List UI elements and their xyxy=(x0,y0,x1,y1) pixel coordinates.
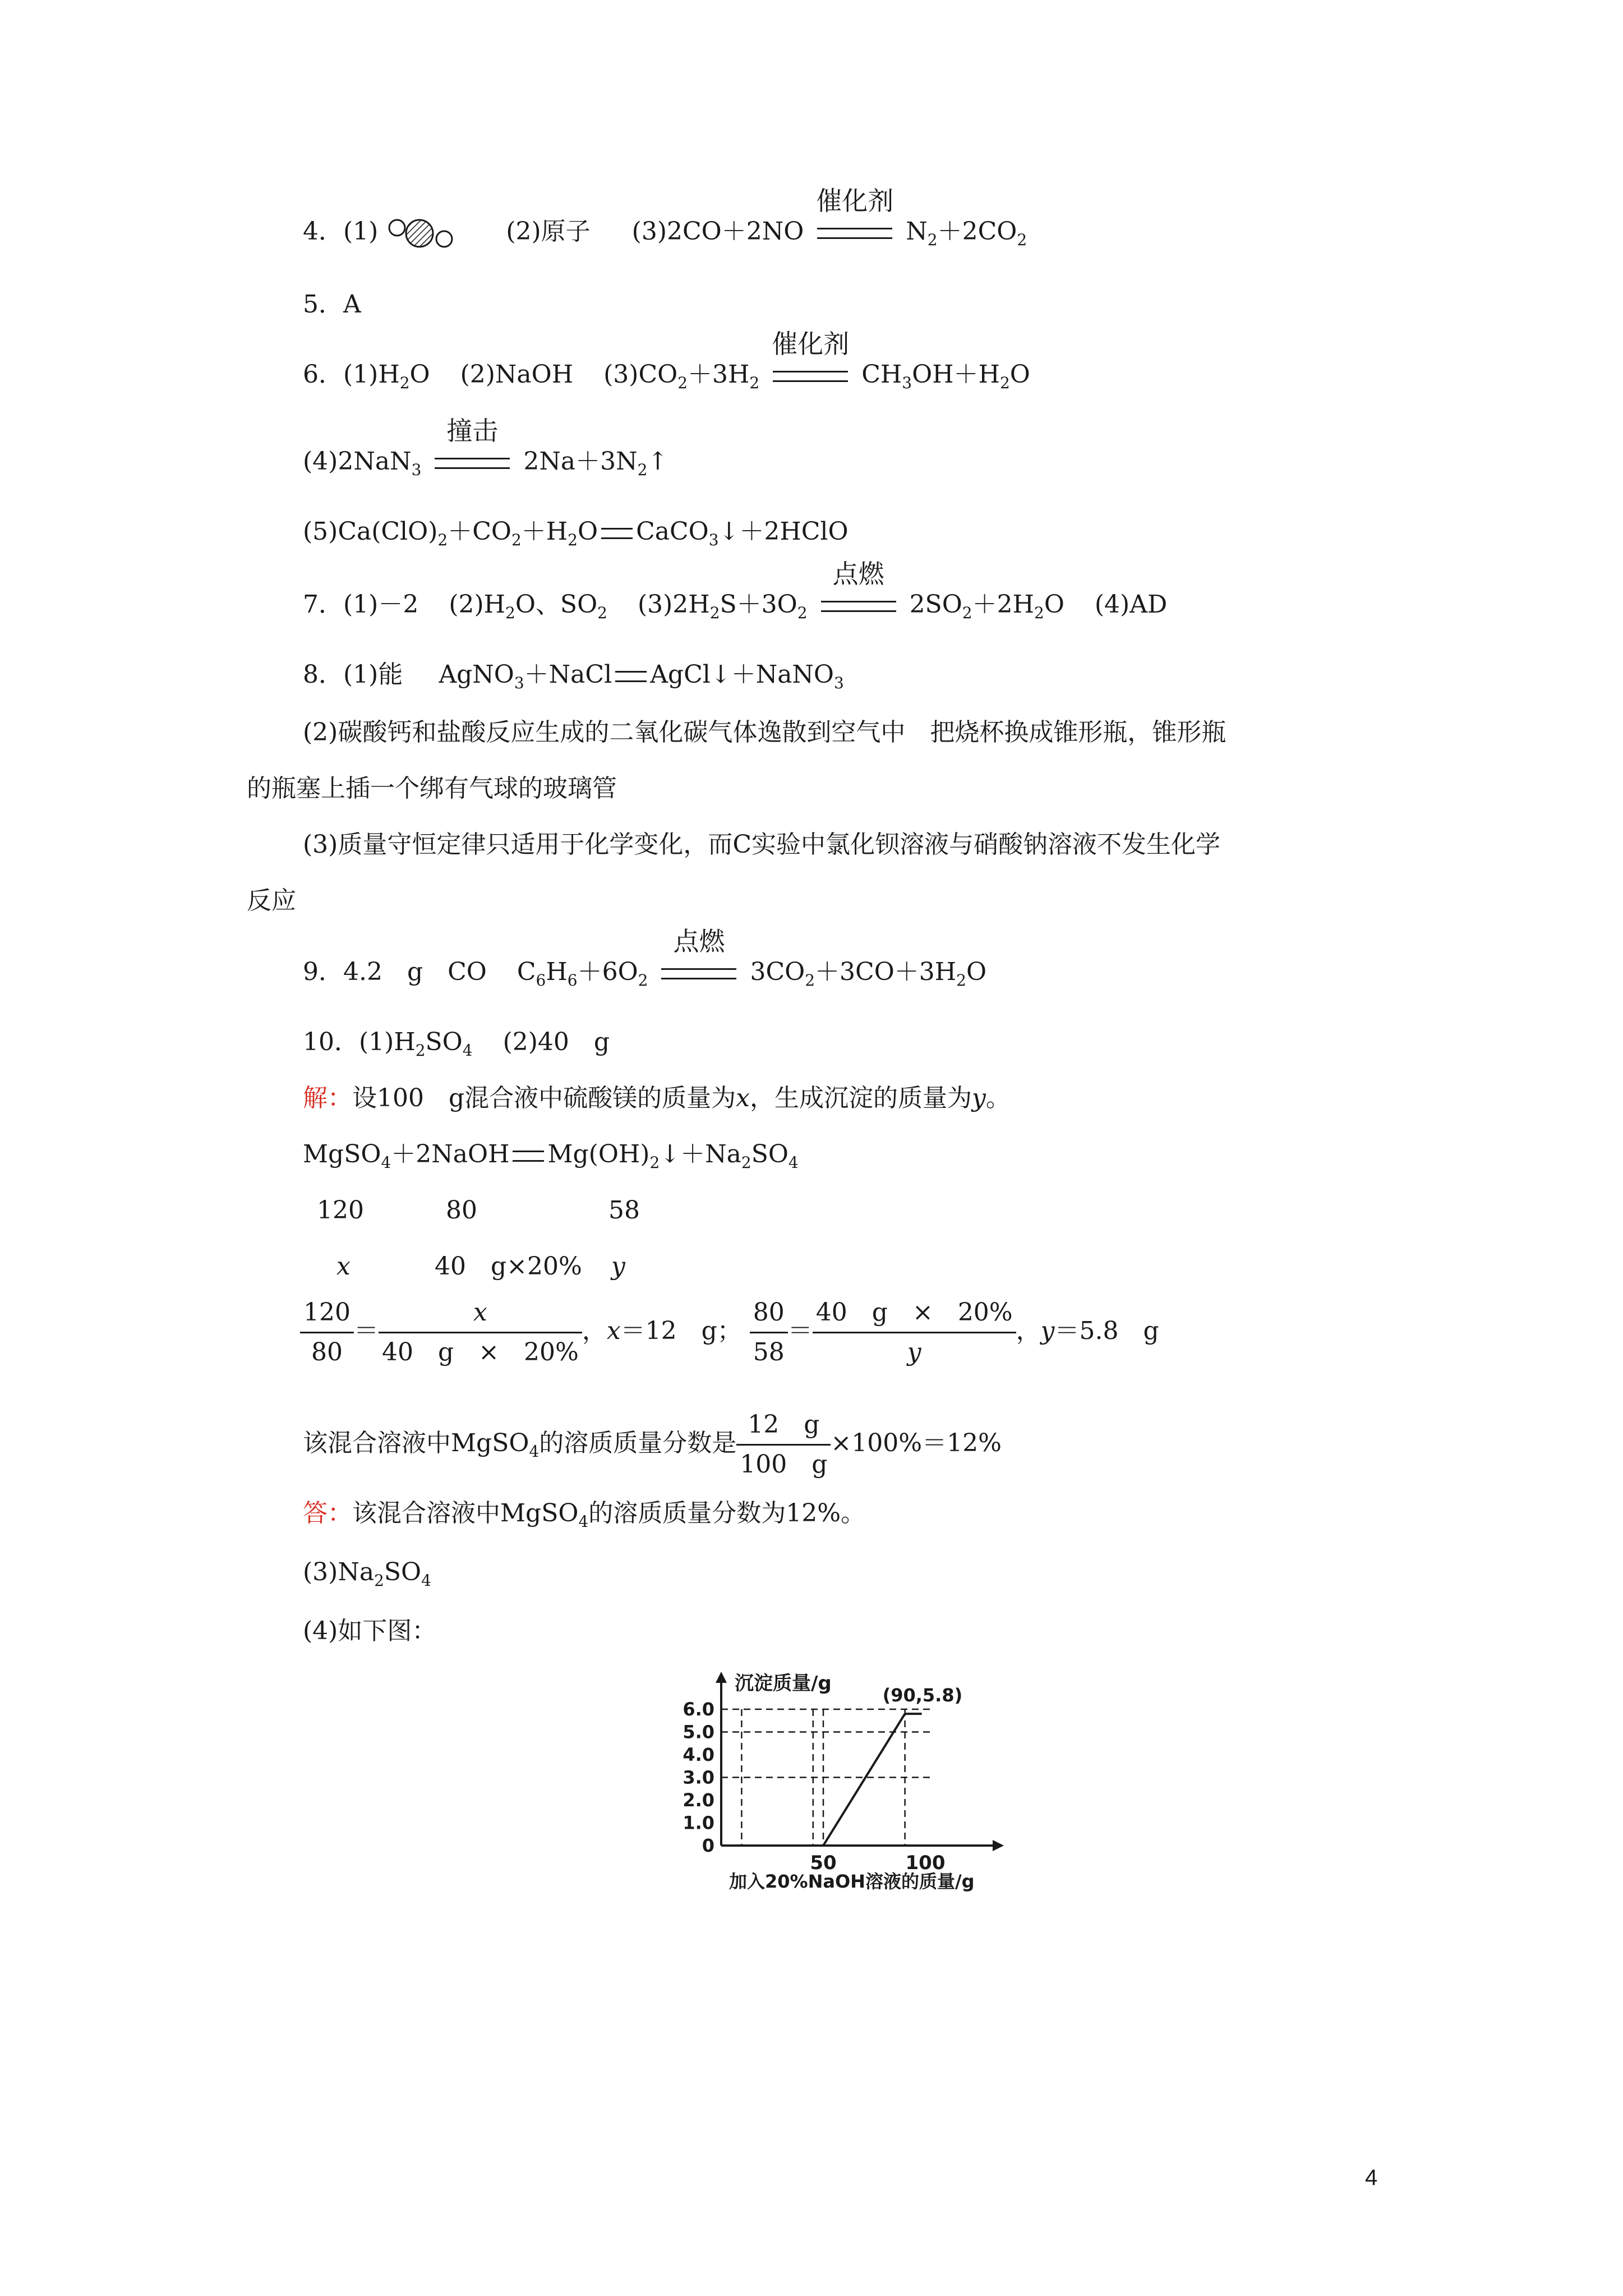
x-axis-label: 加入20%NaOH溶液的质量/g xyxy=(729,1871,975,1892)
precipitate-mass-chart xyxy=(645,1660,1015,1907)
q8-p2-line1: (2)碳酸钙和盐酸反应生成的二氧化碳气体逸散到空气中 把烧杯换成锥形瓶，锥形瓶 xyxy=(303,718,1227,747)
condition-impact: 撞击 xyxy=(430,448,514,479)
q10-var-naoh: 40 g×20% xyxy=(435,1252,582,1281)
q10-molar-mass-1: 120 xyxy=(317,1196,364,1225)
x-tick-label: 50 xyxy=(810,1852,837,1874)
q10-var-x: x xyxy=(336,1252,351,1281)
fraction-x: $\frac{x}{40 g \times 20\%}$ xyxy=(379,1296,582,1369)
q10-line-1: 10．$(1)H_2SO_4$ (2)40 g xyxy=(303,1028,610,1060)
q10-line-3: $(3)Na_2SO_4$ xyxy=(303,1558,431,1590)
y-tick-label: 6.0 xyxy=(683,1699,714,1720)
q8-line-1: 8．(1)能 AgNO$_3$＋NaCl AgCl↓＋NaNO$_3$ xyxy=(303,660,844,692)
point-annotation: (90,5.8) xyxy=(882,1685,963,1706)
page-number: 4 xyxy=(1365,2165,1378,2190)
y-axis-label: 沉淀质量/g xyxy=(735,1672,832,1695)
q9-line: 9．4.2 g CO $C_6H_6+6O_2$ 点燃 $3CO_2+3CO+3H_2O$ xyxy=(303,926,987,990)
equals-sign xyxy=(615,671,647,682)
condition-catalyst: 催化剂 xyxy=(813,218,897,249)
fraction-120-80: $\frac{120}{80}$ xyxy=(300,1296,354,1369)
q5-line: 5．A xyxy=(303,290,361,319)
q6-line-2: (4)2NaN$_3$ 撞击 $2Na+3N_2↑$ xyxy=(303,415,668,479)
chart-grid xyxy=(721,1709,931,1846)
q6-line-1: 6．$(1)H_2O$ (2)NaOH $(3)CO_2+3H_2$ 催化剂 $CH_3OH+H_2O$ xyxy=(303,328,1030,392)
x-tick-label: 100 xyxy=(905,1852,946,1874)
equals-sign xyxy=(601,528,633,539)
condition-catalyst: 催化剂 xyxy=(768,361,852,392)
q10-answer: 答：该混合溶液中MgSO$_4$的溶质质量分数为12%。 xyxy=(303,1499,866,1531)
q10-equation: MgSO$_4$＋2NaOH $Mg(OH)_2↓+Na_2SO_4$ xyxy=(303,1140,799,1172)
y-tick-label: 2.0 xyxy=(683,1789,714,1811)
q10-var-y: y xyxy=(611,1252,625,1281)
q10-proportion-line: $\frac{120}{80}$ ＝ $\frac{x}{40 g \times 20\%}$ ，x＝12 g； $\frac{80}{58}$ ＝ $\frac{40 g \times 20\%}{y}$ ，y＝5.8 g xyxy=(300,1296,1159,1369)
condition-ignite: 点燃 xyxy=(817,591,901,622)
series-line xyxy=(823,1714,905,1846)
y-tick-labels xyxy=(683,1699,714,1856)
q7-line: 7．(1)－2 $(2)H_2O$、$SO_2$ $(3)2H_2S+3O_2$ 点燃 $2SO_2+2H_2O$ (4)AD xyxy=(303,558,1168,622)
equals-sign xyxy=(513,1151,544,1162)
q10-molar-mass-3: 58 xyxy=(608,1196,640,1225)
q4-line: 4．(1) (2)原子 (3)2CO＋2NO 催化剂 $N_2+2CO_2$ xyxy=(303,185,1027,249)
q8-p3-line2: 反应 xyxy=(247,886,296,915)
fraction-y: $\frac{40 g \times 20\%}{y}$ xyxy=(813,1296,1016,1369)
q10-molar-mass-2: 80 xyxy=(446,1196,477,1225)
q8-p3-line1: (3)质量守恒定律只适用于化学变化，而C实验中氯化钡溶液与硝酸钠溶液不发生化学 xyxy=(303,830,1220,859)
q6-line-3: $(5)Ca(ClO)_2+CO_2+H_2O$ CaCO$_3$↓＋2HClO xyxy=(303,517,849,549)
answer-label: 答： xyxy=(303,1499,352,1527)
y-tick-label: 4.0 xyxy=(683,1744,714,1765)
q10-solution-intro: 解：设100 g混合液中硫酸镁的质量为x，生成沉淀的质量为y。 xyxy=(303,1084,1011,1112)
q10-fraction-line: 该混合溶液中MgSO$_4$的溶质质量分数是 $\frac{12 g}{100 g}$ ×100%＝12% xyxy=(303,1408,1002,1481)
q10-line-4: (4)如下图： xyxy=(303,1617,437,1645)
y-tick-label: 0 xyxy=(702,1835,714,1856)
solution-label: 解： xyxy=(303,1084,352,1112)
y-tick-label: 5.0 xyxy=(683,1721,714,1743)
fraction-80-58: $\frac{80}{58}$ xyxy=(750,1296,788,1369)
y-tick-label: 1.0 xyxy=(683,1812,714,1834)
fraction-mass: $\frac{12 g}{100 g}$ xyxy=(736,1408,831,1481)
q8-p2-line2: 的瓶塞上插一个绑有气球的玻璃管 xyxy=(247,774,617,803)
chart-series xyxy=(823,1714,922,1846)
y-tick-label: 3.0 xyxy=(683,1766,714,1788)
co-molecule-icon xyxy=(386,217,464,250)
condition-ignite: 点燃 xyxy=(657,958,741,990)
